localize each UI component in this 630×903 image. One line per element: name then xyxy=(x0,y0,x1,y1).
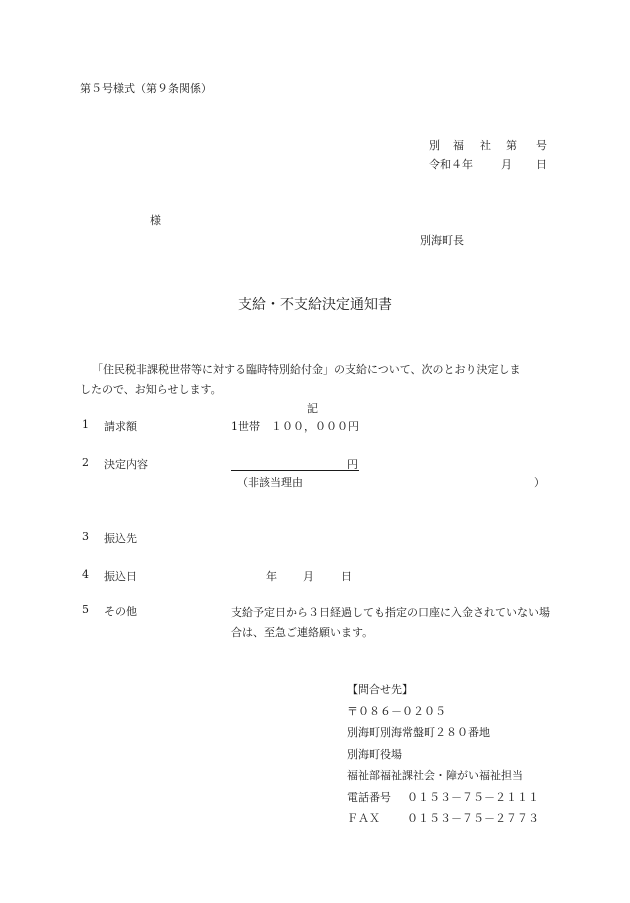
addressee: 様 xyxy=(150,214,161,227)
document-title: 支給・不支給決定通知書 xyxy=(238,297,392,313)
contact-department: 福祉部福祉課社会・障がい福祉担当 xyxy=(347,769,523,782)
reference-number xyxy=(429,137,547,153)
issue-date xyxy=(429,156,547,172)
date-year: 年 xyxy=(266,570,277,583)
postal-code: 〒０８６－０２０５ xyxy=(347,704,446,718)
item-number: 2 xyxy=(82,456,89,469)
reason-close-paren: ） xyxy=(534,476,545,489)
body-line-1: 「住民税非課税世帯等に対する臨時特別給付金」の支給について、次のとおり決定しま xyxy=(92,363,521,376)
item-number: 1 xyxy=(82,418,89,431)
phone-line xyxy=(347,787,539,809)
item-number: 4 xyxy=(82,568,89,581)
sender: 別海町長 xyxy=(420,234,464,247)
ref-part: 号 xyxy=(536,139,547,152)
fax-number: ０１５３－７５－２７７３ xyxy=(407,812,539,825)
decision-amount-blank xyxy=(231,456,359,471)
contact-address: 別海町別海常盤町２８０番地 xyxy=(347,726,490,739)
date-month: 月 xyxy=(303,570,314,583)
body-line-2: したので、お知らせします。 xyxy=(80,383,222,396)
body-text xyxy=(80,360,550,400)
item-label-transfer-account: 振込先 xyxy=(104,532,137,545)
ref-part: 第 xyxy=(506,139,517,152)
item-number: 3 xyxy=(82,530,89,543)
contact-heading: 【問合せ先】 xyxy=(347,683,413,696)
ki-marker: 記 xyxy=(307,402,318,415)
non-eligibility-reason-label: （非該当理由 xyxy=(237,476,303,489)
ref-part: 社 xyxy=(480,139,491,152)
ref-part: 別 xyxy=(429,139,440,152)
claim-amount-value: 1世帯 １００，０００円 xyxy=(231,420,359,433)
other-note: 支給予定日から３日経過しても指定の口座に入金されていない場合は、至急ご連絡願います。 xyxy=(231,606,550,639)
date-month: 月 xyxy=(501,158,512,171)
yen-unit: 円 xyxy=(347,458,358,471)
contact-block xyxy=(347,679,539,830)
fax-label: ＦＡＸ xyxy=(347,812,380,825)
phone-label: 電話番号 xyxy=(347,790,391,804)
transfer-date xyxy=(266,568,352,584)
item-label-decision: 決定内容 xyxy=(104,458,148,471)
item-label-other: その他 xyxy=(104,605,137,618)
date-era: 令和４年 xyxy=(429,158,473,171)
contact-office: 別海町役場 xyxy=(347,747,402,761)
ref-part: 福 xyxy=(453,139,464,152)
form-number: 第５号様式（第９条関係） xyxy=(80,82,212,95)
item-label-claim-amount: 請求額 xyxy=(104,420,137,433)
item-label-transfer-date: 振込日 xyxy=(104,570,137,583)
date-day: 日 xyxy=(341,570,352,583)
item-number: 5 xyxy=(82,603,89,616)
date-day: 日 xyxy=(536,158,547,171)
phone-number: ０１５３－７５－２１１１ xyxy=(407,790,539,804)
fax-line xyxy=(347,808,539,830)
